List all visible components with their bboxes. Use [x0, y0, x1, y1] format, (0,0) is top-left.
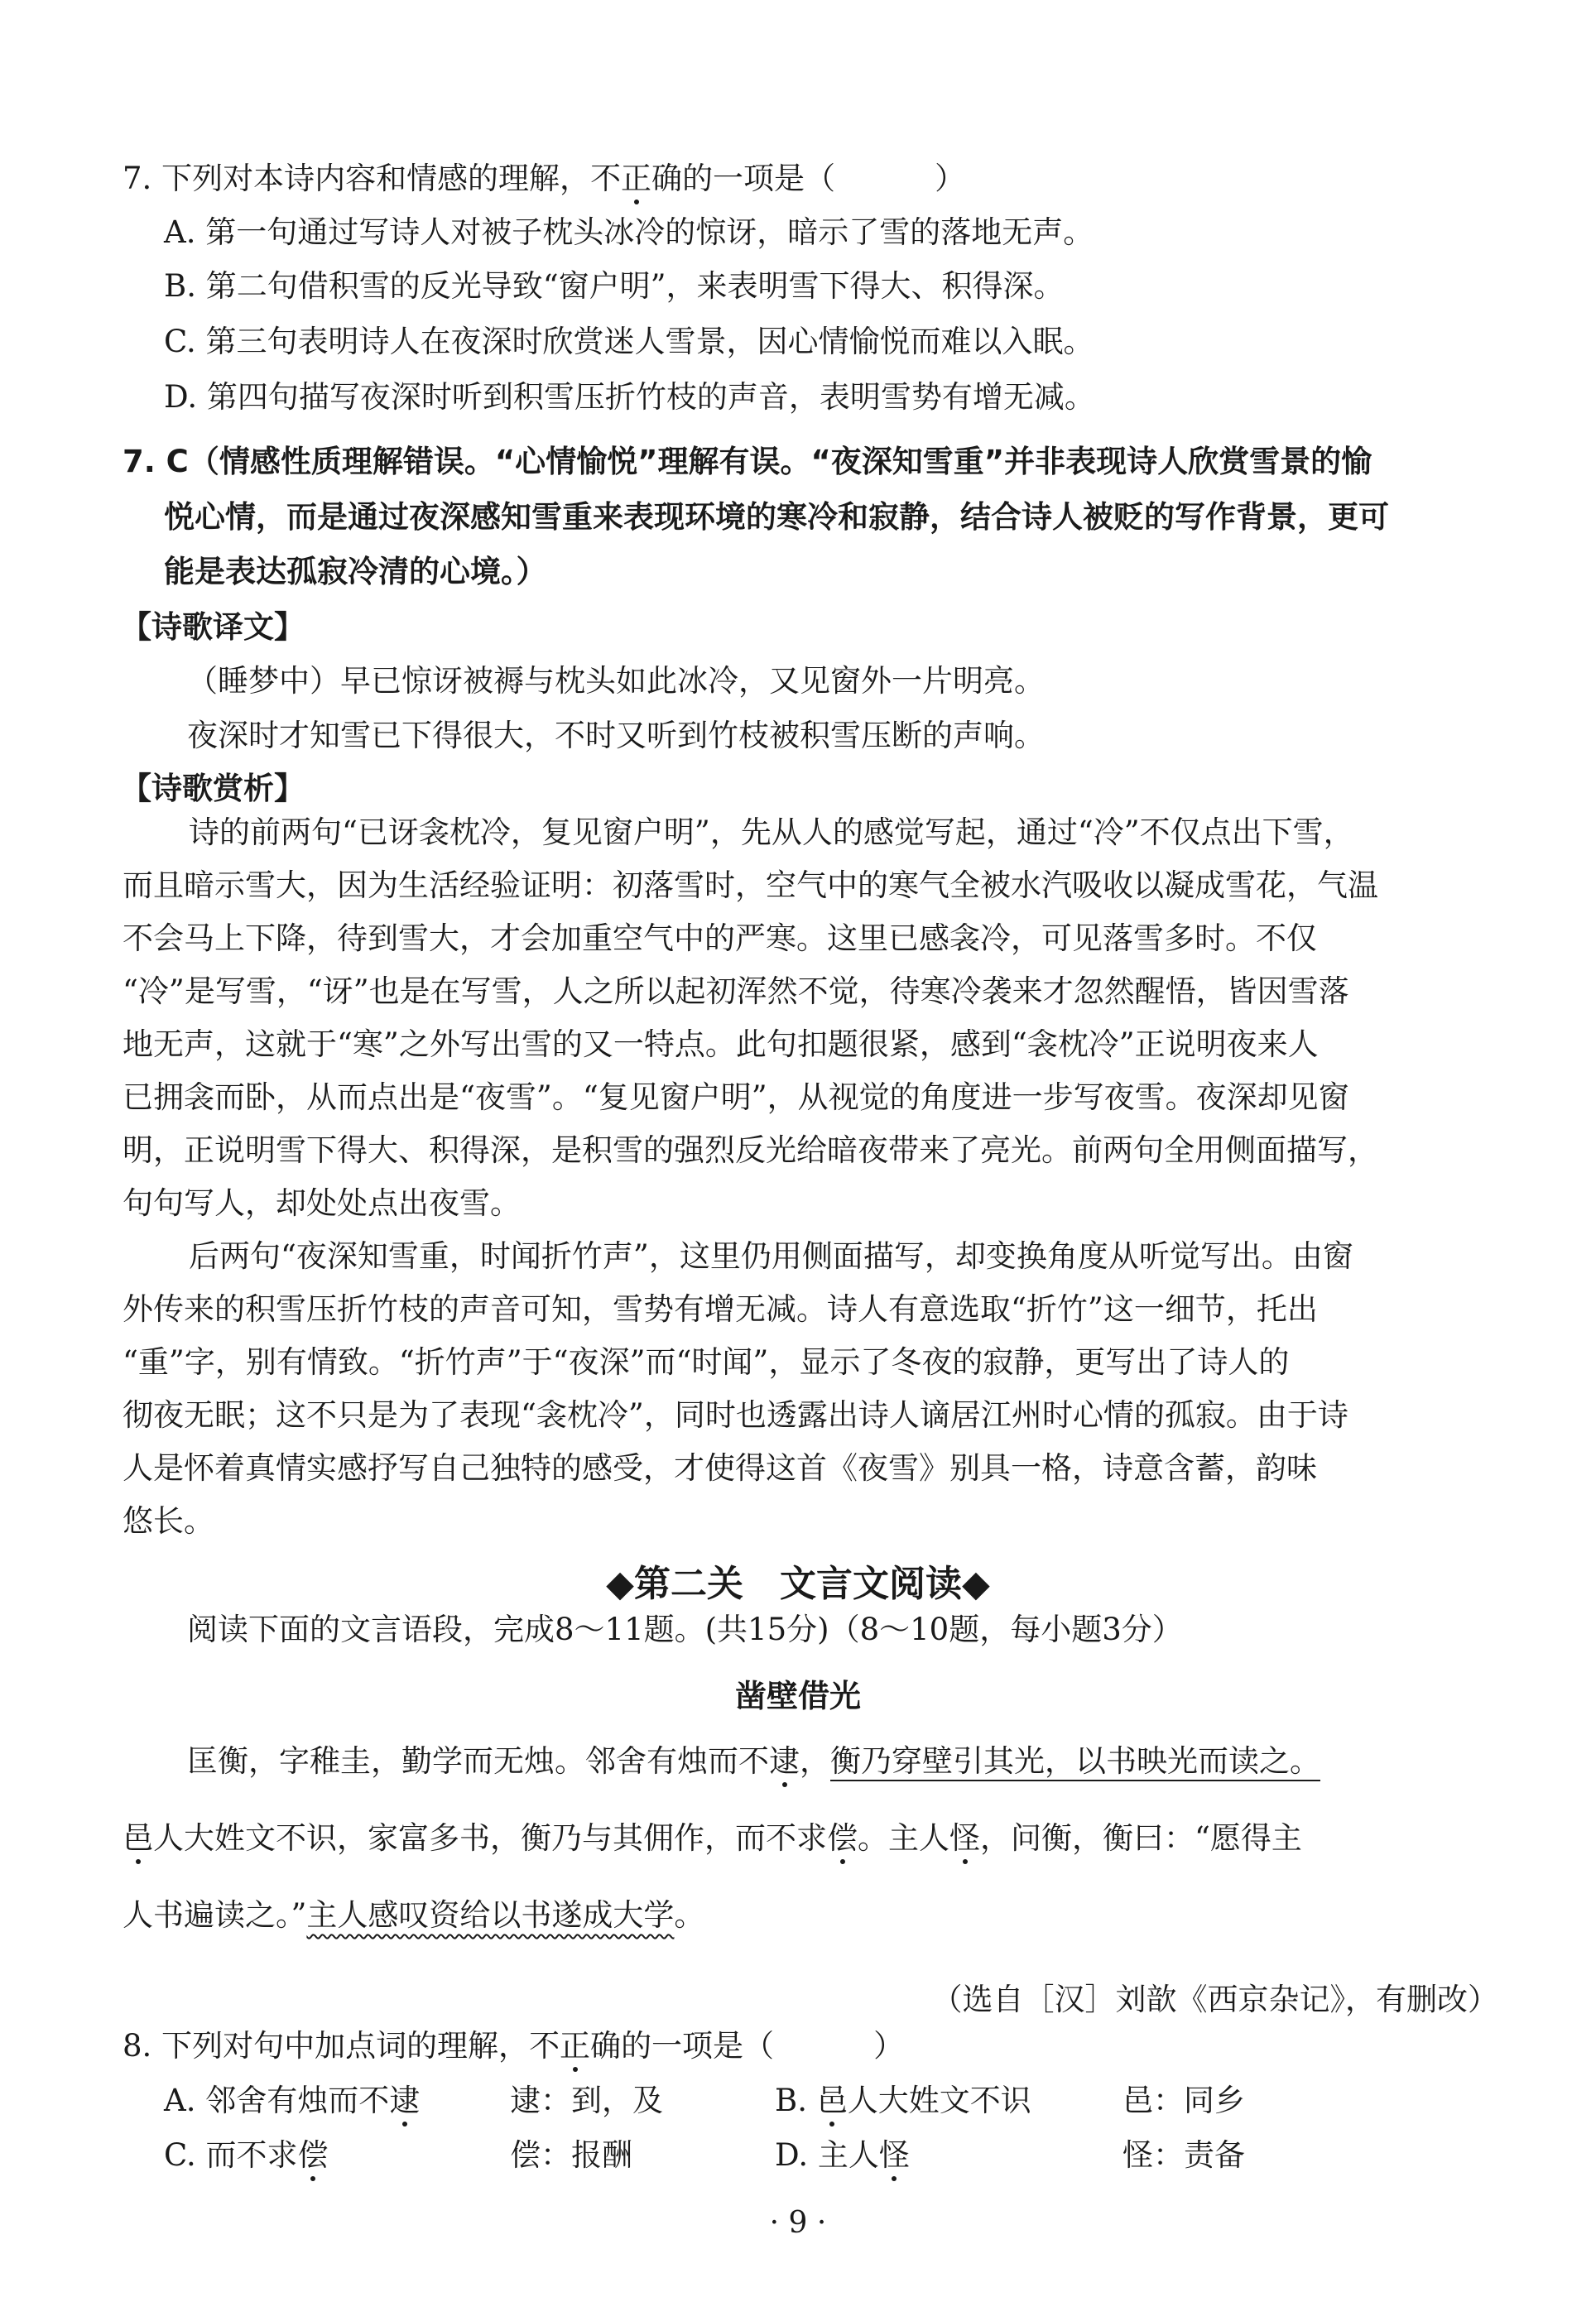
appreciation-line: 后两句“夜深知雪重，时闻折竹声”，这里仍用侧面描写，却变换角度从听觉写出。由窗: [189, 1238, 1353, 1274]
wavy-underlined-sentence: 主人感叹资给以书遂成大学: [306, 1897, 675, 1933]
passage-title: 凿壁借光: [734, 1678, 861, 1714]
appreciation-line: 不会马上下降，待到雪大，才会加重空气中的严寒。这里已感衾冷，可见落雪多时。不仅: [123, 920, 1317, 956]
appreciation-line: 而且暗示雪大，因为生活经验证明：初落雪时，空气中的寒气全被水汽吸收以凝成雪花，气温: [123, 867, 1378, 903]
q7-option-c: C. 第三句表明诗人在夜深时欣赏迷人雪景，因心情愉悦而难以入眠。: [164, 324, 1094, 359]
translation-header: 【诗歌译文】: [121, 609, 305, 645]
appreciation-line: 彻夜无眠；这不只是为了表现“衾枕冷”，同时也透露出诗人谪居江州时心情的孤寂。由于诗: [123, 1397, 1348, 1433]
page-number: · 9 ·: [769, 2206, 827, 2240]
translation-line-1: （睡梦中）早已惊讶被褥与枕头如此冰冷，又见窗外一片明亮。: [187, 663, 1045, 699]
appreciation-line: “冷”是写雪，“讶”也是在写雪，人之所以起初浑然不觉，待寒冷袭来才忽然醒悟，皆因雪落: [123, 973, 1349, 1009]
q7-answer-line-2: 悦心情，而是通过夜深感知雪重来表现环境的寒冷和寂静，结合诗人被贬的写作背景，更可: [164, 499, 1389, 535]
q8-option-d: D. 主人怪: [775, 2137, 910, 2173]
appreciation-header: 【诗歌赏析】: [121, 771, 305, 806]
q7-option-b: B. 第二句借积雪的反光导致“窗户明”，来表明雪下得大、积得深。: [164, 268, 1065, 304]
q7-option-a: A. 第一句通过写诗人对被子枕头冰冷的惊讶，暗示了雪的落地无声。: [164, 214, 1094, 250]
q7-option-d: D. 第四句描写夜深时听到积雪压折竹枝的声音，表明雪势有增无减。: [164, 379, 1095, 415]
appreciation-line: 人是怀着真情实感抒写自己独特的感受，才使得这首《夜雪》别具一格，诗意含蓄，韵味: [123, 1450, 1317, 1486]
q8-option-c: C. 而不求偿: [164, 2137, 329, 2173]
q8-stem: 8. 下列对句中加点词的理解，不正确的一项是（ ）: [123, 2028, 905, 2064]
q8-option-c-gloss: 偿：报酬: [510, 2137, 632, 2173]
q8-option-b-gloss: 邑：同乡: [1122, 2083, 1245, 2118]
passage-line-2: 邑人大姓文不识，家富多书，衡乃与其佣作，而不求偿。主人怪，问衡，衡曰：“愿得主: [123, 1820, 1302, 1856]
q8-option-b: B. 邑人大姓文不识: [775, 2083, 1031, 2118]
section-instruction: 阅读下面的文言语段，完成8～11题。(共15分)（8～10题，每小题3分）: [187, 1612, 1183, 1647]
q8-option-a-gloss: 逮：到，及: [510, 2083, 663, 2118]
appreciation-paragraph-2: [123, 1230, 1353, 1548]
appreciation-line: 诗的前两句“已讶衾枕冷，复见窗户明”，先从人的感觉写起，通过“冷”不仅点出下雪，: [189, 815, 1354, 850]
appreciation-line: 地无声，这就于“寒”之外写出雪的又一特点。此句扣题很紧，感到“衾枕冷”正说明夜来人: [123, 1026, 1319, 1062]
appreciation-line: 外传来的积雪压折竹枝的声音可知，雪势有增无减。诗人有意选取“折竹”这一细节，托出: [123, 1291, 1318, 1327]
appreciation-line: 句句写人，却处处点出夜雪。: [123, 1185, 521, 1221]
q7-answer-line-3: 能是表达孤寂冷清的心境。）: [164, 554, 547, 589]
q7-stem: 7. 下列对本诗内容和情感的理解，不正确的一项是（ ）: [123, 161, 966, 196]
q8-option-d-gloss: 怪：责备: [1122, 2137, 1245, 2173]
passage-line-1: 匡衡，字稚圭，勤学而无烛。邻舍有烛而不逮，衡乃穿壁引其光，以书映光而读之。: [187, 1743, 1320, 1779]
q7-emphasis: 不正确: [590, 161, 683, 196]
q8-option-a: A. 邻舍有烛而不逮: [164, 2083, 421, 2118]
appreciation-line: 已拥衾而卧，从而点出是“夜雪”。“复见窗户明”，从视觉的角度进一步写夜雪。夜深却见窗: [123, 1079, 1349, 1115]
appreciation-paragraph-1: [123, 806, 1378, 1230]
underlined-sentence: 衡乃穿壁引其光，以书映光而读之。: [830, 1743, 1320, 1779]
q7-answer-line-1: 7. C（情感性质理解错误。“心情愉悦”理解有误。“夜深知雪重”并非表现诗人欣赏雪景的愉: [123, 444, 1372, 479]
appreciation-line: 悠长。: [123, 1503, 214, 1539]
appreciation-line: “重”字，别有情致。“折竹声”于“夜深”而“时闻”，显示了冬夜的寂静，更写出了诗人的: [123, 1344, 1290, 1380]
translation-line-2: 夜深时才知雪已下得很大，不时又听到竹枝被积雪压断的声响。: [187, 718, 1045, 753]
appreciation-line: 明，正说明雪下得大、积得深，是积雪的强烈反光给暗夜带来了亮光。前两句全用侧面描写，: [123, 1132, 1378, 1168]
passage-source: （选自［汉］刘歆《西京杂记》，有删改）: [931, 1982, 1498, 2017]
passage-line-3: 人书遍读之。”主人感叹资给以书遂成大学。: [123, 1897, 705, 1933]
section-title: ◆第二关 文言文阅读◆: [606, 1563, 990, 1605]
